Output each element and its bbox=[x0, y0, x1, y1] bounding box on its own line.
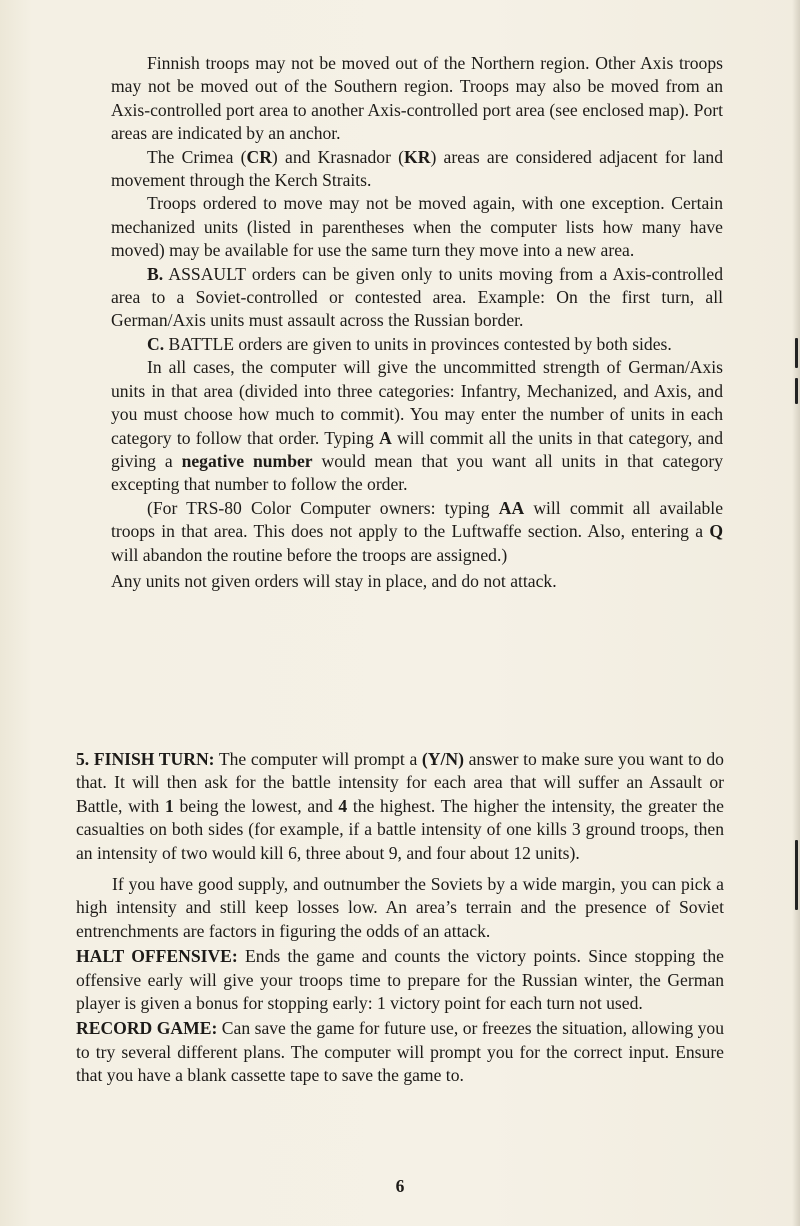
text-run: would mean that you want all units in that category excepting that number to follow the order. bbox=[111, 450, 723, 495]
key-q: Q bbox=[709, 521, 723, 542]
all-cases-paragraph bbox=[111, 356, 723, 496]
text-run: will abandon the routine before the troops are assigned.) bbox=[111, 544, 508, 565]
yn-prompt: (Y/N) bbox=[421, 749, 464, 769]
text-run: ) areas are considered adjacent for land movement through the Kerch Straits. bbox=[111, 146, 723, 191]
battle-text: BATTLE orders are given to units in provinces contested by both sides. bbox=[164, 333, 672, 354]
finish-turn-paragraph bbox=[76, 748, 724, 865]
movement-paragraph-1: Finnish troops may not be moved out of the Northern region. Other Axis troops may not be moved out of the Southern region. Troops may also be moved from an Axis-controlled port area to another Axis-controlled port area (see enclosed map). Port areas are indicated by an anchor. bbox=[111, 53, 723, 144]
battle-letter: C. bbox=[147, 333, 165, 354]
binding-mark bbox=[795, 338, 798, 368]
assault-paragraph bbox=[111, 263, 723, 333]
assault-letter: B. bbox=[147, 263, 164, 284]
assault-text: ASSAULT orders can be given only to units moving from a Axis-controlled area to a Soviet-controlled or contested area. Example: On the first turn, all German/Axis units must assault across the Russian border. bbox=[111, 263, 723, 331]
text-run: the highest. The higher the intensity, the greater the casualties on both sides (for example, if a battle intensity of one kills 3 ground troops, then an intensity of two would kill 6, three about 9, and four about 12 units). bbox=[76, 795, 724, 863]
key-a: A bbox=[379, 427, 392, 448]
page-number: 6 bbox=[395, 1176, 405, 1196]
finish-turn-heading: 5. FINISH TURN: bbox=[76, 749, 215, 769]
text-run: answer to make sure you want to do that. It will then ask for the battle intensity for each area that will suffer an Assault or Battle, with bbox=[76, 749, 724, 816]
binding-mark bbox=[795, 840, 798, 910]
text-run: The computer will prompt a bbox=[214, 749, 422, 769]
text-run: ) and Krasnador ( bbox=[271, 146, 405, 167]
trs80-paragraph bbox=[111, 497, 723, 567]
krasnador-code: KR bbox=[404, 146, 431, 167]
halt-offensive-paragraph bbox=[76, 945, 724, 1015]
halt-offensive-heading: HALT OFFENSIVE: bbox=[76, 946, 238, 967]
text-run: being the lowest, and bbox=[173, 795, 339, 816]
movement-paragraph-3: Troops ordered to move may not be moved again, with one exception. Certain mechanized units (listed in parentheses when the computer lists how many have moved) may be available for use the same turn they move into a new area. bbox=[111, 193, 723, 261]
battle-paragraph bbox=[111, 333, 723, 356]
record-game-heading: RECORD GAME: bbox=[76, 1018, 218, 1039]
text-run: The Crimea ( bbox=[147, 146, 247, 167]
page-shadow-edge bbox=[792, 0, 800, 1226]
movement-paragraph-2 bbox=[111, 146, 723, 193]
text-run: will commit all available troops in that area. This does not apply to the Luftwaffe section. Also, entering a bbox=[111, 497, 723, 542]
good-supply-paragraph: If you have good supply, and outnumber the Soviets by a wide margin, you can pick a high intensity and still keep losses low. An area’s terrain and the presence of Soviet entrenchments are factors in figuring the odds of an attack. bbox=[76, 874, 724, 941]
no-orders-paragraph: Any units not given orders will stay in place, and do not attack. bbox=[111, 570, 557, 591]
key-aa: AA bbox=[498, 497, 525, 518]
crimea-code: CR bbox=[246, 146, 272, 167]
halt-offensive-text: Ends the game and counts the victory points. Since stopping the offensive early will give your troops time to prepare for the Russian winter, the German player is given a bonus for stopping early: 1 victory point for each turn not used. bbox=[76, 946, 724, 1014]
finish-section bbox=[76, 748, 724, 1088]
text-run: (For TRS-80 Color Computer owners: typing bbox=[147, 497, 499, 518]
intensity-high: 4 bbox=[338, 795, 348, 816]
record-game-paragraph bbox=[76, 1017, 724, 1087]
intensity-low: 1 bbox=[165, 795, 174, 816]
text-run: In all cases, the computer will give the uncommitted strength of German/Axis units in that area (divided into three categories: Infantry, Mechanized, and Axis, and you must choose how much to commit). You may enter the number of units in each category to follow that order. Typing bbox=[111, 357, 723, 448]
text-run: will commit all the units in that category, and giving a bbox=[111, 427, 723, 471]
orders-section bbox=[111, 52, 723, 593]
negative-number-term: negative number bbox=[181, 450, 313, 471]
binding-mark bbox=[795, 378, 798, 404]
record-game-text: Can save the game for future use, or freezes the situation, allowing you to try several different plans. The computer will prompt you for the correct input. Ensure that you have a blank cassette tape to save the game to. bbox=[76, 1018, 724, 1086]
